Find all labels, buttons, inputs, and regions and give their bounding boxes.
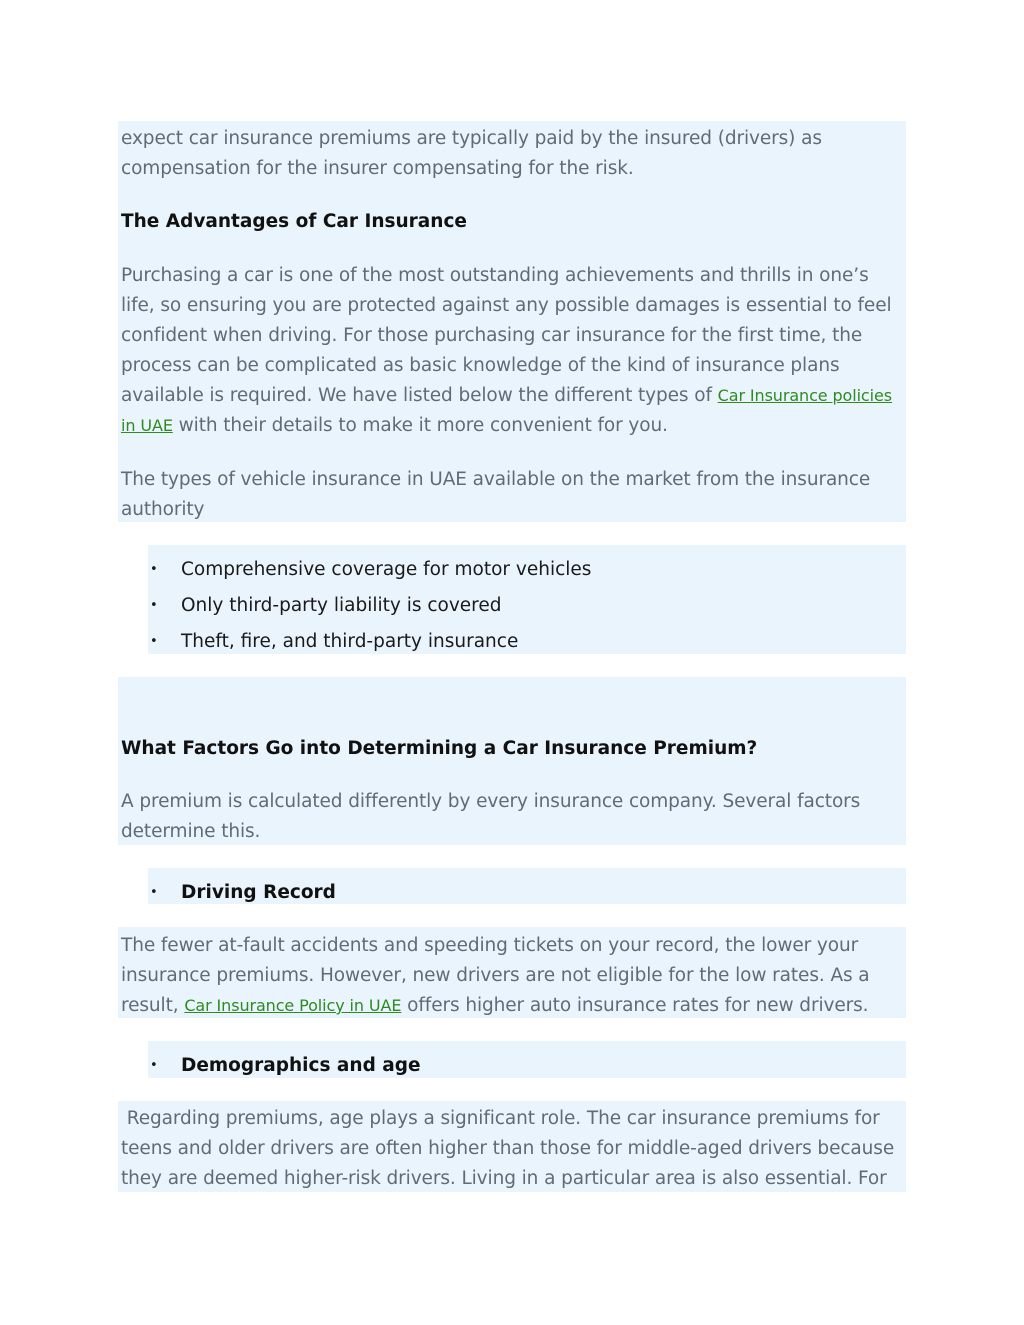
bullet-icon: • [150,885,158,900]
paragraph-purchasing-text-end: with their details to make it more convenient for you. [172,415,668,436]
paragraph-purchasing [121,261,906,441]
list-item-demographics [150,1048,906,1084]
list-item-label: Demographics and age [181,1055,421,1076]
bullet-icon: • [150,1058,158,1073]
list-item-label: Only third-party liability is covered [181,595,502,616]
heading-factors: What Factors Go into Determining a Car Insurance Premium? [121,738,758,759]
bullet-icon: • [150,634,158,649]
bullet-icon: • [150,598,158,613]
paragraph-types: The types of vehicle insurance in UAE available on the market from the insurance authority [121,469,871,520]
list-item-label: Comprehensive coverage for motor vehicles [181,559,592,580]
paragraph-age: Regarding premiums, age plays a significant role. The car insurance premiums for teens and older drivers are often higher than those for middle-aged drivers because they are deemed higher-risk drivers. Living in a particular area is also essential. For [121,1108,900,1189]
list-item-theft-fire [150,624,906,660]
paragraph-premium: A premium is calculated differently by every insurance company. Several factors determine this. [121,791,861,842]
paragraph-intro-end: expect car insurance premiums are typically paid by the insured (drivers) as compensation for the insurer compensating for the risk. [121,128,822,179]
paragraph-purchasing-text: Purchasing a car is one of the most outstanding achievements and thrills in one’s life, so ensuring you are protected against any possible damages is essential to feel confident when driving. For those purchasing car insurance for the first time, the process can be complicated as basic knowledge of the kind of insurance plans available is required. We have listed below the different types of [121,265,892,406]
list-item-comprehensive [150,552,906,588]
car-insurance-policy-link[interactable]: Car Insurance Policy in UAE [184,996,402,1015]
paragraph-driving-text-end: offers higher auto insurance rates for new drivers. [401,995,869,1016]
list-item-driving-record [150,875,906,911]
heading-advantages: The Advantages of Car Insurance [121,211,467,232]
car-insurance-policies-link[interactable]: Car Insurance policies in UAE [121,386,892,435]
paragraph-driving-text: The fewer at-fault accidents and speeding tickets on your record, the lower your insurance premiums. However, new drivers are not eligible for the low rates. As a result, [121,935,870,1016]
list-item-label: Driving Record [181,882,336,903]
paragraph-driving-record [121,931,906,1021]
bullet-icon: • [150,562,158,577]
list-item-third-party [150,588,906,624]
list-item-label: Theft, fire, and third-party insurance [181,631,519,652]
